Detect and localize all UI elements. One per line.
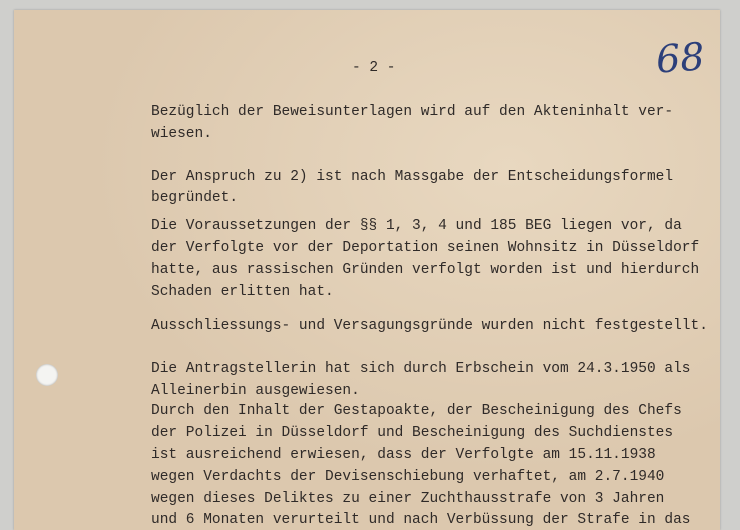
text-line: Alleinerbin ausgewiesen. (151, 383, 360, 399)
text-line: der Verfolgte vor der Deportation seinen Wohnsitz in Düsseldorf (151, 240, 700, 256)
text-line: hatte, aus rassischen Gründen verfolgt worden ist und hierdurch (151, 262, 700, 278)
text-line: wegen Verdachts der Devisenschiebung verhaftet, am 2.7.1940 (151, 469, 665, 485)
text-line: wiesen. (151, 126, 212, 142)
text-line: begründet. (151, 190, 239, 206)
text-line: Der Anspruch zu 2) ist nach Massgabe der Entscheidungsformel (151, 169, 674, 185)
text-line: Durch den Inhalt der Gestapoakte, der Bescheinigung des Chefs (151, 403, 682, 419)
text-line: ist ausreichend erwiesen, dass der Verfolgte am 15.11.1938 (151, 447, 656, 463)
text-line: Die Antragstellerin hat sich durch Erbschein vom 24.3.1950 als (151, 361, 691, 377)
text-line: Die Voraussetzungen der §§ 1, 3, 4 und 185 BEG liegen vor, da (151, 218, 682, 234)
punch-hole (36, 364, 58, 386)
handwritten-page-number: 68 (654, 34, 706, 82)
text-line: Ausschliessungs- und Versagungsgründe wurden nicht festgestellt. (151, 318, 708, 334)
page-number: - 2 - (352, 60, 396, 76)
text-line: Bezüglich der Beweisunterlagen wird auf den Akteninhalt ver- (151, 104, 674, 120)
text-line: Schaden erlitten hat. (151, 284, 334, 300)
text-line: und 6 Monaten verurteilt und nach Verbüssung der Strafe in das (151, 512, 691, 528)
text-line: der Polizei in Düsseldorf und Bescheinigung des Suchdienstes (151, 425, 674, 441)
text-line: wegen dieses Deliktes zu einer Zuchthausstrafe von 3 Jahren (151, 491, 665, 507)
